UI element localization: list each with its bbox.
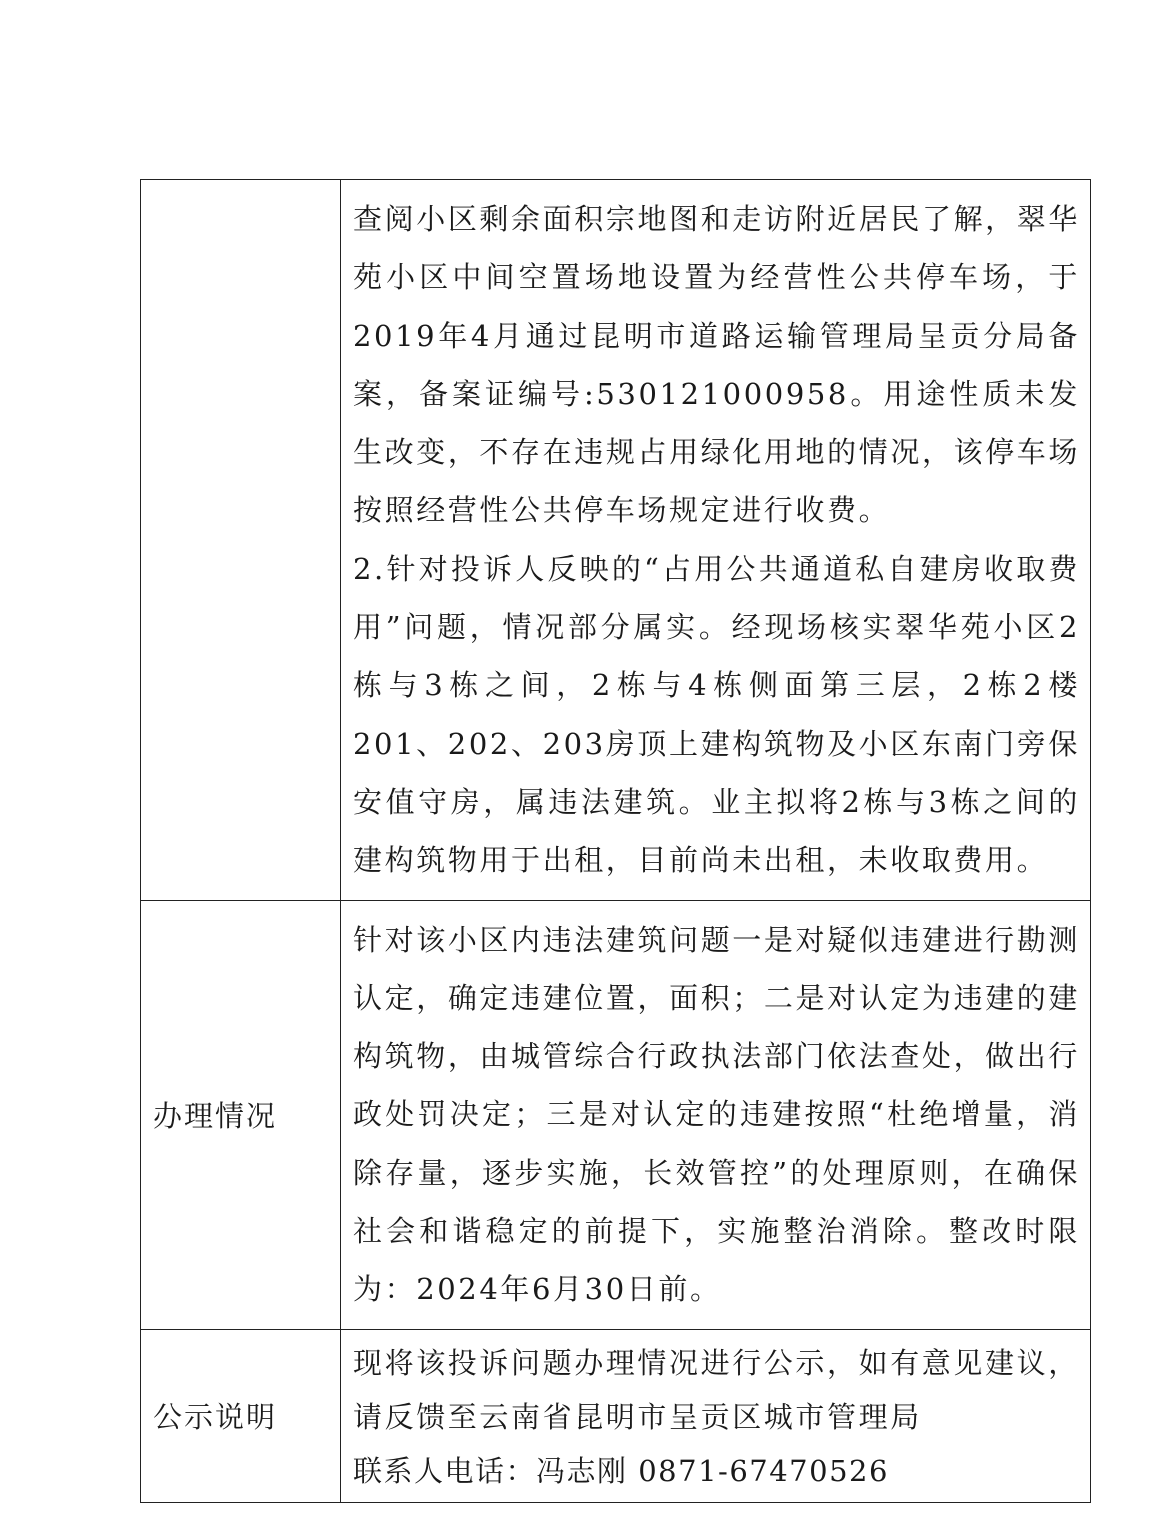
handling-content [341,900,1091,1329]
table-row-findings [141,180,1091,901]
handling-paragraph: 针对该小区内违法建筑问题一是对疑似违建进行勘测认定，确定违建位置，面积；二是对认定为违建的建构筑物，由城管综合行政执法部门依法查处，做出行政处罚决定；三是对认定的违建按照“杜绝增量，消除存量，逐步实施，长效管控”的处理原则，在确保社会和谐稳定的前提下，实施整治消除。整改时限为：2024年6月30日前。 [353,922,1080,1307]
row-label-handling: 办理情况 [141,900,341,1329]
findings-content [341,180,1091,901]
table-row-handling [141,900,1091,1329]
row-label-empty [141,180,341,901]
row-label-notice: 公示说明 [141,1329,341,1502]
findings-paragraph-2: 2.针对投诉人反映的“占用公共通道私自建房收取费用”问题，情况部分属实。经现场核实翠华苑小区2栋与3栋之间，2栋与4栋侧面第三层，2栋2楼201、202、203房顶上建构筑物及小区东南门旁保安值守房，属违法建筑。业主拟将2栋与3栋之间的建构筑物用于出租，目前尚未出租，未收取费用。 [353,551,1080,878]
findings-paragraph-1: 查阅小区剩余面积宗地图和走访附近居民了解，翠华苑小区中间空置场地设置为经营性公共停车场，于2019年4月通过昆明市道路运输管理局呈贡分局备案，备案证编号:530121000958。用途性质未发生改变，不存在违规占用绿化用地的情况，该停车场按照经营性公共停车场规定进行收费。 [353,202,1080,528]
table-row-notice [141,1329,1091,1502]
contact-phone: 联系人电话：冯志刚 0871-67470526 [353,1453,889,1488]
notice-content [341,1329,1091,1502]
complaint-table [140,179,1091,1503]
notice-line-2: 请反馈至云南省昆明市呈贡区城市管理局 [353,1399,922,1434]
notice-line-1: 现将该投诉问题办理情况进行公示，如有意见建议， [353,1345,1080,1380]
